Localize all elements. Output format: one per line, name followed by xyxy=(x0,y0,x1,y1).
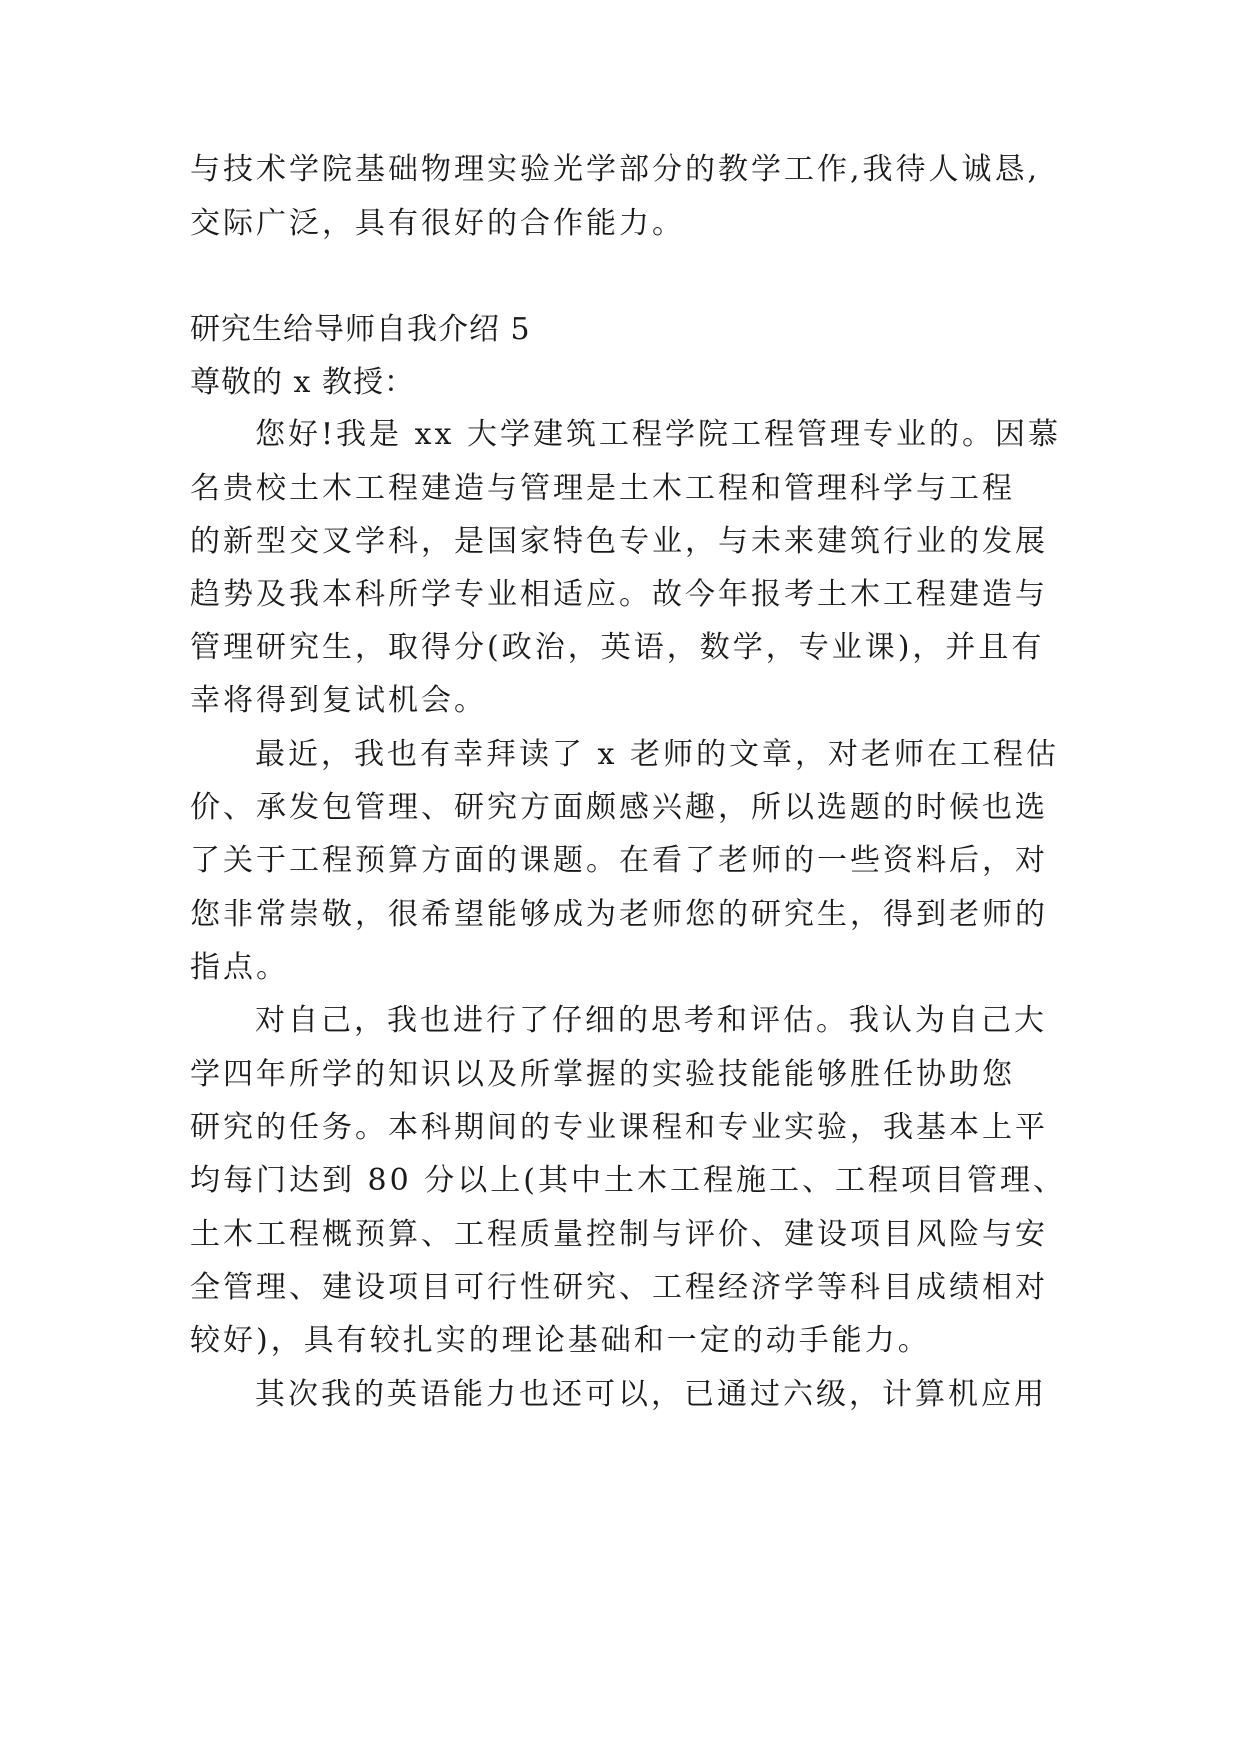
salutation: 尊敬的 x 教授： xyxy=(190,365,415,400)
paragraph-2-line-1: 最近，我也有幸拜读了 x 老师的文章，对老师在工程估 xyxy=(255,737,1059,772)
paragraph-3-line-6: 全管理、建设项目可行性研究、工程经济学等科目成绩相对 xyxy=(190,1270,1048,1305)
intro-tail-line-1: 与技术学院基础物理实验光学部分的教学工作,我待人诚恳, xyxy=(190,152,1041,187)
intro-tail-line-2: 交际广泛，具有很好的合作能力。 xyxy=(190,206,685,241)
paragraph-3-line-3: 研究的任务。本科期间的专业课程和专业实验，我基本上平 xyxy=(190,1110,1048,1145)
paragraph-4-line-1: 其次我的英语能力也还可以，已通过六级，计算机应用 xyxy=(255,1377,1047,1412)
paragraph-2-line-3: 了关于工程预算方面的课题。在看了老师的一些资料后，对 xyxy=(190,843,1048,878)
paragraph-1-line-3: 的新型交叉学科，是国家特色专业，与未来建筑行业的发展 xyxy=(190,524,1048,559)
paragraph-1-line-2: 名贵校土木工程建造与管理是土木工程和管理科学与工程 xyxy=(190,471,1015,506)
paragraph-3-line-4: 均每门达到 80 分以上(其中土木工程施工、工程项目管理、 xyxy=(190,1163,1066,1198)
paragraph-2-line-2: 价、承发包管理、研究方面颇感兴趣，所以选题的时候也选 xyxy=(190,790,1048,825)
paragraph-2-line-4: 您非常崇敬，很希望能够成为老师您的研究生，得到老师的 xyxy=(190,897,1048,932)
paragraph-1-line-4: 趋势及我本科所学专业相适应。故今年报考土木工程建造与 xyxy=(190,577,1048,612)
paragraph-2-line-5: 指点。 xyxy=(190,950,289,985)
paragraph-3-line-7: 较好)，具有较扎实的理论基础和一定的动手能力。 xyxy=(190,1323,931,1358)
paragraph-3-line-1: 对自己，我也进行了仔细的思考和评估。我认为自己大 xyxy=(255,1003,1047,1038)
paragraph-3-line-2: 学四年所学的知识以及所掌握的实验技能能够胜任协助您 xyxy=(190,1057,1015,1092)
paragraph-3-line-5: 土木工程概预算、工程质量控制与评价、建设项目风险与安 xyxy=(190,1217,1048,1252)
paragraph-1-line-5: 管理研究生，取得分(政治，英语，数学，专业课)，并且有 xyxy=(190,630,1045,665)
paragraph-1-line-6: 幸将得到复试机会。 xyxy=(190,683,487,718)
section-title: 研究生给导师自我介绍 5 xyxy=(190,312,531,347)
paragraph-1-line-1: 您好!我是 xx 大学建筑工程学院工程管理专业的。因慕 xyxy=(255,417,1061,452)
